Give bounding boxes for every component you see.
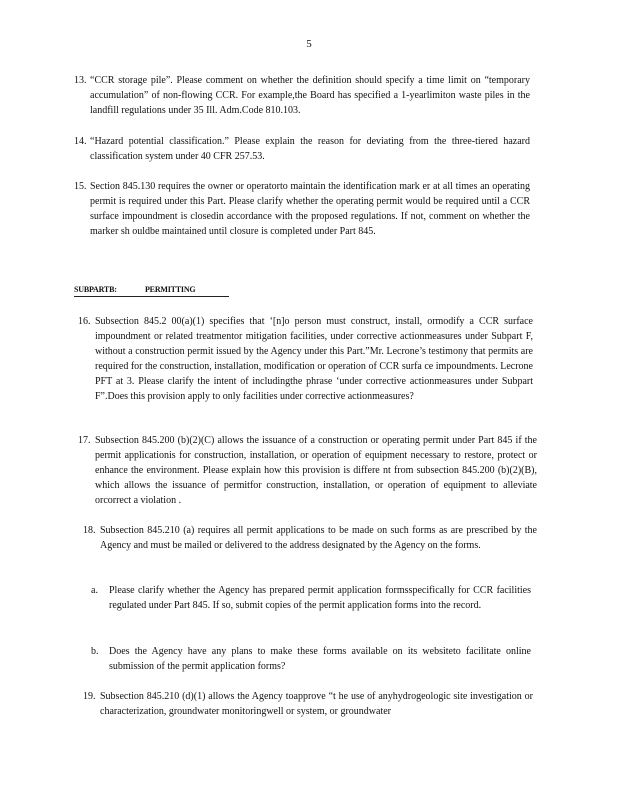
question-15: [74, 179, 530, 239]
question-14: [74, 134, 530, 164]
subpart-label: SUBPARTB:: [74, 285, 117, 294]
question-number: 19.: [83, 691, 96, 702]
subpart-title: PERMITTING: [145, 285, 196, 294]
sub-question-letter: a.: [91, 585, 98, 596]
sub-question-letter: b.: [91, 646, 99, 657]
question-text: Subsection 845.2 00(a)(1) specifies that ‘[n]o person must construct, install, ormodify a CCR surface impoundment or related treatmentor mitigation facilities, under corrective actionmeasures under Subpart F, without a construction permit issued by the Agency under this Part.”Mr. Lecrone’s testimony that permits are required for the construction, installation, modification or operation of CCR surfa ce impoundments. Lecrone PFT at 3. Please clarify the intent of includingthe phrase ‘under corrective actionmeasures under Subpart F”.Does this provision apply to only facilities under corrective actionmeasures?: [95, 316, 533, 402]
question-text: “Hazard potential classification.” Please explain the reason for deviating from the three-tiered hazard classification system under 40 CFR 257.53.: [90, 136, 530, 162]
question-17: [78, 433, 537, 508]
question-number: 13.: [74, 75, 87, 86]
sub-question-text: Does the Agency have any plans to make these forms available on its websiteto facilitate online submission of the permit application forms?: [109, 646, 531, 672]
page-number: 5: [306, 38, 312, 50]
question-19: [83, 689, 533, 719]
question-18a: [91, 583, 531, 613]
question-number: 17.: [78, 435, 91, 446]
question-13: [74, 73, 530, 118]
sub-question-text: Please clarify whether the Agency has prepared permit application formsspecifically for CCR facilities regulated under Part 845. If so, submit copies of the permit application forms into the record.: [109, 585, 531, 611]
question-text: Section 845.130 requires the owner or operatorto maintain the identification mark er at all times an operating permit is required under this Part. Please clarify whether the operating permit would be required until a CCR surface impoundment is closedin accordance with the proposed regulations. If not, comment on whether the marker sh ouldbe maintained until closure is completed under Part 845.: [90, 181, 530, 237]
question-number: 18.: [83, 525, 96, 536]
heading-underline: [74, 296, 229, 297]
question-text: Subsection 845.210 (a) requires all permit applications to be made on such forms as are prescribed by the Agency and must be mailed or delivered to the address designated by the Agency on the forms.: [100, 525, 537, 551]
question-16: [78, 314, 533, 404]
question-text: Subsection 845.200 (b)(2)(C) allows the issuance of a construction or operating permit under Part 845 if the permit applicationis for construction, installation, or operation of equipment necessary to restore, protect or enhance the environment. Please explain how this provision is differe nt from subsection 845.200 (b)(2)(B), which allows the issuance of permitfor construction, installation, or operation of equipment to alleviate orcorrect a violation .: [95, 435, 537, 506]
question-18: [83, 523, 537, 553]
question-number: 16.: [78, 316, 91, 327]
subpart-heading: [74, 285, 234, 299]
question-number: 15.: [74, 181, 87, 192]
question-text: Subsection 845.210 (d)(1) allows the Agency toapprove “t he use of anyhydrogeologic site investigation or characterization, groundwater monitoringwell or system, or groundwater: [100, 691, 533, 717]
question-text: “CCR storage pile”. Please comment on whether the definition should specify a time limit on “temporary accumulation” of non-flowing CCR. For example,the Board has specified a 1-yearlimiton waste piles in the landfill regulations under 35 Ill. Adm.Code 810.103.: [90, 75, 530, 116]
question-18b: [91, 644, 531, 674]
question-number: 14.: [74, 136, 87, 147]
